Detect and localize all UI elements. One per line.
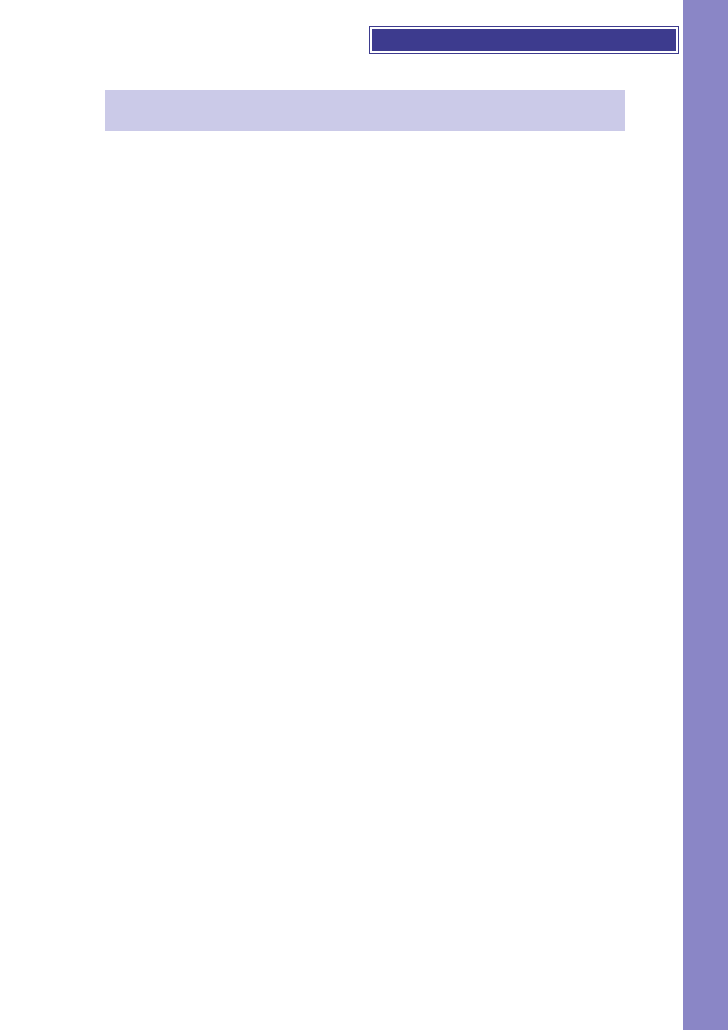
page-footer [0,976,728,991]
page-sidebar-stripe [683,0,728,1030]
running-header [370,27,678,53]
pull-quote [105,90,625,131]
page-content [105,68,625,161]
running-header-title [372,29,676,51]
